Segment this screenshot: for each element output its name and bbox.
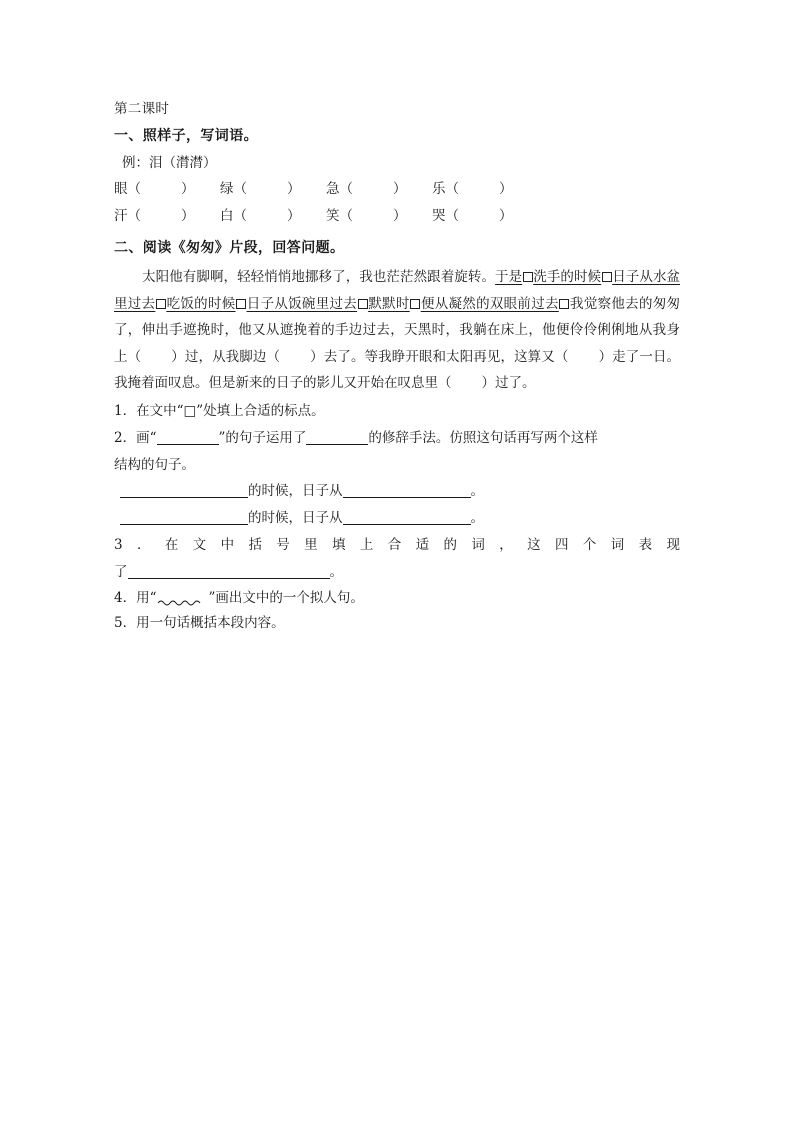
passage-intro: 太阳他有脚啊，轻轻悄悄地挪移了，我也茫茫然跟着旋转。 [142,269,496,285]
underlined-text: 日子从饭碗里过去 [246,295,358,312]
word-char: 笑 [326,208,340,224]
close-paren: ） [287,208,301,224]
answer-blank[interactable] [306,429,368,445]
word-row [114,176,680,203]
question-2-line-2: 结构的句子。 [114,456,195,473]
close-paren: ） [287,181,301,197]
answer-blank[interactable] [128,563,330,579]
question-4 [114,586,680,610]
word-cell [220,176,326,203]
lesson-label: 第二课时 [114,101,170,117]
open-paren: （ [127,208,141,224]
passage-text: ）去了。等我睁开眼和太阳再见，这算又（ [310,348,569,365]
punctuation-box-icon[interactable] [410,299,420,309]
punctuation-box-icon[interactable] [559,299,569,309]
question-3-prefix: 了 [114,563,128,580]
sentence-period: 。 [470,482,484,499]
punctuation-box-icon[interactable] [358,299,368,309]
word-cell [114,203,220,230]
punctuation-box-icon[interactable] [156,299,166,309]
close-paren: ） [181,181,195,197]
open-paren: （ [445,208,459,224]
sentence-template-row [114,505,680,532]
answer-blank[interactable] [157,429,219,445]
word-char: 乐 [432,181,446,197]
close-paren: ） [393,208,407,224]
question-3-suffix: 。 [329,563,343,580]
close-paren: ） [499,181,513,197]
sentence-period: 。 [470,509,484,526]
underlined-text: 吃饭的时候 [166,295,236,312]
word-char: 眼 [114,181,128,197]
passage-text: 我觉察他去的匆匆了，伸出手遮挽时，他又从遮挽着的手边过去，天黑时，我躺在床上，他便伶伶俐俐地从我身上（ [114,295,681,365]
wavy-underline-icon [157,593,209,606]
open-paren: （ [445,181,459,197]
sentence-middle-text: 的时候，日子从 [248,509,343,526]
open-paren: （ [233,181,247,197]
underlined-text: 于是 [495,269,523,285]
question-4-text: 4．用“ [114,589,157,606]
open-paren: （ [127,181,141,197]
question-2-text: ”的句子运用了 [218,429,307,446]
underlined-text: 默默时 [368,295,410,312]
punctuation-box-icon[interactable] [236,299,246,309]
word-char: 哭 [432,208,446,224]
word-cell [114,176,220,203]
punctuation-box-icon[interactable] [602,272,612,282]
question-2 [114,425,680,451]
underlined-text: 便从凝然的双眼前过去 [420,295,559,312]
open-paren: （ [339,208,353,224]
passage-text: ）走了一日。我掩着面叹息。但是新来的日子的影儿又开始在叹息里（ [114,348,681,391]
close-paren: ） [393,181,407,197]
answer-blank[interactable] [343,509,471,525]
passage-text: ）过，从我脚边（ [171,348,281,365]
word-cell [326,176,432,203]
section-2-heading: 二、阅读《匆匆》片段，回答问题。 [114,240,345,256]
answer-blank[interactable] [343,482,471,498]
word-cell [326,203,432,230]
open-paren: （ [339,181,353,197]
word-char: 急 [326,181,340,197]
word-cell [432,176,538,203]
close-paren: ） [499,208,513,224]
question-1: 1．在文中“□”处填上合适的标点。 [114,402,325,419]
word-cell [220,203,326,230]
sentence-template-row [114,478,680,505]
word-cell [432,203,538,230]
close-paren: ） [181,208,195,224]
sentence-middle-text: 的时候，日子从 [248,482,343,499]
question-4-text: ”画出文中的一个拟人句。 [208,589,364,606]
passage-text: ）过了。 [481,375,536,391]
reading-passage [114,264,680,397]
punctuation-box-icon[interactable] [523,272,533,282]
question-3-line-2 [114,559,680,585]
section-1-example: 例：泪（潸潸） [122,155,217,171]
word-row [114,203,680,230]
word-char: 白 [220,208,234,224]
question-5: 5．用一句话概括本段内容。 [114,614,285,631]
section-1-heading: 一、照样子，写词语。 [114,128,258,144]
word-char: 汗 [114,208,128,224]
answer-blank[interactable] [120,509,248,525]
question-2-text: 的修辞手法。仿照这句话再写两个这样 [368,429,598,446]
underlined-text: 日子从水盆里过去 [114,269,681,312]
word-char: 绿 [220,181,234,197]
question-2-text: 2．画“ [114,429,157,446]
underlined-text: 洗手的时候 [533,269,602,285]
page-content [114,96,680,635]
answer-blank[interactable] [120,482,248,498]
question-3: 3．在文中括号里填上合适的词，这四个词表现 [114,536,680,553]
open-paren: （ [233,208,247,224]
